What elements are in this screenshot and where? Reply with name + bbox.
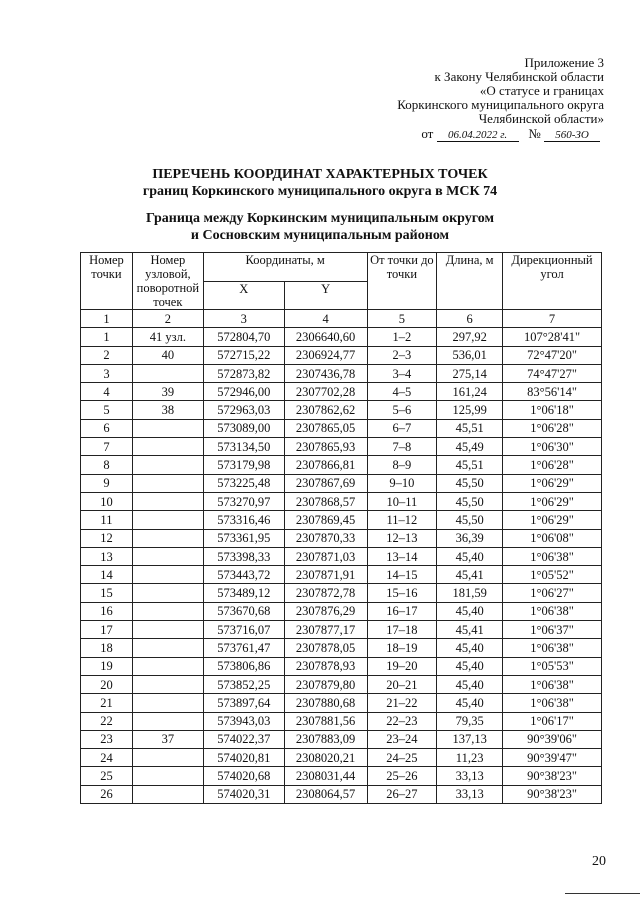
cell-node-number bbox=[132, 639, 203, 657]
table-row bbox=[81, 675, 602, 693]
cell-coord-x: 572963,03 bbox=[203, 401, 284, 419]
cell-coord-y: 2307862,62 bbox=[284, 401, 367, 419]
cell-direction-angle: 1°06'38" bbox=[503, 675, 602, 693]
cell-direction-angle: 1°06'08" bbox=[503, 529, 602, 547]
column-number: 6 bbox=[437, 310, 503, 328]
cell-coord-y: 2307871,03 bbox=[284, 547, 367, 565]
cell-direction-angle: 1°06'28" bbox=[503, 419, 602, 437]
cell-coord-x: 573225,48 bbox=[203, 474, 284, 492]
cell-coord-x: 573716,07 bbox=[203, 621, 284, 639]
table-row bbox=[81, 346, 602, 364]
column-number: 2 bbox=[132, 310, 203, 328]
cell-point-number: 24 bbox=[81, 749, 133, 767]
cell-length: 45,40 bbox=[437, 547, 503, 565]
cell-length: 161,24 bbox=[437, 383, 503, 401]
cell-coord-y: 2307877,17 bbox=[284, 621, 367, 639]
cell-direction-angle: 1°06'28" bbox=[503, 456, 602, 474]
table-row bbox=[81, 547, 602, 565]
cell-coord-x: 573852,25 bbox=[203, 675, 284, 693]
cell-coord-y: 2308064,57 bbox=[284, 785, 367, 803]
cell-point-number: 26 bbox=[81, 785, 133, 803]
cell-segment: 14–15 bbox=[367, 566, 437, 584]
cell-segment: 18–19 bbox=[367, 639, 437, 657]
cell-coord-y: 2306924,77 bbox=[284, 346, 367, 364]
cell-node-number bbox=[132, 712, 203, 730]
cell-segment: 25–26 bbox=[367, 767, 437, 785]
cell-node-number bbox=[132, 547, 203, 565]
cell-point-number: 1 bbox=[81, 328, 133, 346]
cell-coord-y: 2307869,45 bbox=[284, 511, 367, 529]
header-coordinates: Координаты, м bbox=[203, 253, 367, 282]
cell-coord-y: 2307865,05 bbox=[284, 419, 367, 437]
law-date: 06.04.2022 г. bbox=[437, 129, 519, 142]
header-node-number: Номер узловой, поворотной точек bbox=[132, 253, 203, 310]
cell-direction-angle: 1°06'38" bbox=[503, 602, 602, 620]
cell-coord-y: 2308031,44 bbox=[284, 767, 367, 785]
from-label: от bbox=[421, 126, 434, 141]
cell-node-number bbox=[132, 584, 203, 602]
cell-segment: 21–22 bbox=[367, 694, 437, 712]
cell-coord-x: 572804,70 bbox=[203, 328, 284, 346]
table-row bbox=[81, 749, 602, 767]
cell-direction-angle: 1°06'17" bbox=[503, 712, 602, 730]
table-row bbox=[81, 474, 602, 492]
cell-point-number: 5 bbox=[81, 401, 133, 419]
cell-point-number: 13 bbox=[81, 547, 133, 565]
cell-coord-x: 574022,37 bbox=[203, 730, 284, 748]
cell-node-number: 41 узл. bbox=[132, 328, 203, 346]
cell-node-number: 38 bbox=[132, 401, 203, 419]
cell-segment: 17–18 bbox=[367, 621, 437, 639]
cell-coord-y: 2307872,78 bbox=[284, 584, 367, 602]
cell-coord-y: 2307883,09 bbox=[284, 730, 367, 748]
cell-point-number: 23 bbox=[81, 730, 133, 748]
cell-point-number: 25 bbox=[81, 767, 133, 785]
cell-point-number: 7 bbox=[81, 438, 133, 456]
cell-point-number: 11 bbox=[81, 511, 133, 529]
cell-length: 297,92 bbox=[437, 328, 503, 346]
cell-node-number bbox=[132, 657, 203, 675]
appendix-line: Челябинской области» bbox=[478, 111, 604, 126]
cell-direction-angle: 90°39'06" bbox=[503, 730, 602, 748]
appendix-block bbox=[344, 56, 604, 126]
header-length: Длина, м bbox=[437, 253, 503, 310]
cell-node-number bbox=[132, 566, 203, 584]
cell-node-number bbox=[132, 785, 203, 803]
cell-point-number: 17 bbox=[81, 621, 133, 639]
cell-direction-angle: 90°38'23" bbox=[503, 785, 602, 803]
cell-length: 275,14 bbox=[437, 364, 503, 382]
column-number: 1 bbox=[81, 310, 133, 328]
cell-segment: 3–4 bbox=[367, 364, 437, 382]
cell-coord-y: 2307866,81 bbox=[284, 456, 367, 474]
cell-length: 45,41 bbox=[437, 621, 503, 639]
cell-length: 45,50 bbox=[437, 474, 503, 492]
table-row bbox=[81, 438, 602, 456]
cell-segment: 16–17 bbox=[367, 602, 437, 620]
cell-length: 137,13 bbox=[437, 730, 503, 748]
table-body bbox=[81, 328, 602, 804]
cell-segment: 22–23 bbox=[367, 712, 437, 730]
page-edge-line bbox=[565, 893, 640, 894]
appendix-line: Приложение 3 bbox=[524, 55, 604, 70]
cell-coord-x: 573270,97 bbox=[203, 492, 284, 510]
cell-node-number bbox=[132, 602, 203, 620]
cell-direction-angle: 1°06'18" bbox=[503, 401, 602, 419]
cell-coord-y: 2307865,93 bbox=[284, 438, 367, 456]
cell-coord-y: 2307867,69 bbox=[284, 474, 367, 492]
cell-segment: 12–13 bbox=[367, 529, 437, 547]
cell-segment: 10–11 bbox=[367, 492, 437, 510]
appendix-line: Коркинского муниципального округа bbox=[397, 97, 604, 112]
appendix-line: к Закону Челябинской области bbox=[434, 69, 604, 84]
cell-coord-x: 574020,68 bbox=[203, 767, 284, 785]
cell-length: 125,99 bbox=[437, 401, 503, 419]
cell-point-number: 10 bbox=[81, 492, 133, 510]
cell-point-number: 20 bbox=[81, 675, 133, 693]
cell-node-number bbox=[132, 511, 203, 529]
table-row bbox=[81, 328, 602, 346]
cell-direction-angle: 1°06'37" bbox=[503, 621, 602, 639]
cell-coord-y: 2307881,56 bbox=[284, 712, 367, 730]
cell-segment: 15–16 bbox=[367, 584, 437, 602]
table-row bbox=[81, 639, 602, 657]
cell-length: 45,40 bbox=[437, 639, 503, 657]
cell-node-number bbox=[132, 694, 203, 712]
cell-segment: 26–27 bbox=[367, 785, 437, 803]
table-row bbox=[81, 364, 602, 382]
cell-length: 33,13 bbox=[437, 767, 503, 785]
cell-segment: 4–5 bbox=[367, 383, 437, 401]
cell-length: 45,40 bbox=[437, 694, 503, 712]
title-line-2: границ Коркинского муниципального округа в МСК 74 bbox=[142, 184, 498, 199]
table-row bbox=[81, 456, 602, 474]
subtitle-line-2: и Сосновским муниципальным районом bbox=[190, 228, 450, 243]
header-angle: Дирекционный угол bbox=[503, 253, 602, 310]
table-row bbox=[81, 401, 602, 419]
cell-length: 45,41 bbox=[437, 566, 503, 584]
cell-segment: 7–8 bbox=[367, 438, 437, 456]
table-row bbox=[81, 785, 602, 803]
cell-node-number bbox=[132, 621, 203, 639]
cell-direction-angle: 1°05'53" bbox=[503, 657, 602, 675]
cell-length: 33,13 bbox=[437, 785, 503, 803]
cell-point-number: 18 bbox=[81, 639, 133, 657]
cell-coord-x: 573361,95 bbox=[203, 529, 284, 547]
cell-coord-y: 2307436,78 bbox=[284, 364, 367, 382]
date-number-line bbox=[421, 127, 600, 142]
cell-coord-x: 572946,00 bbox=[203, 383, 284, 401]
cell-direction-angle: 107°28'41" bbox=[503, 328, 602, 346]
cell-coord-x: 573761,47 bbox=[203, 639, 284, 657]
page-number: 20 bbox=[592, 854, 606, 869]
table-row bbox=[81, 767, 602, 785]
cell-direction-angle: 1°05'52" bbox=[503, 566, 602, 584]
cell-point-number: 16 bbox=[81, 602, 133, 620]
cell-coord-x: 573443,72 bbox=[203, 566, 284, 584]
cell-coord-x: 572715,22 bbox=[203, 346, 284, 364]
cell-coord-y: 2307702,28 bbox=[284, 383, 367, 401]
cell-node-number bbox=[132, 529, 203, 547]
cell-point-number: 3 bbox=[81, 364, 133, 382]
table-row bbox=[81, 602, 602, 620]
table-row bbox=[81, 529, 602, 547]
cell-segment: 11–12 bbox=[367, 511, 437, 529]
cell-point-number: 15 bbox=[81, 584, 133, 602]
cell-direction-angle: 90°39'47" bbox=[503, 749, 602, 767]
cell-direction-angle: 83°56'14" bbox=[503, 383, 602, 401]
table-row bbox=[81, 712, 602, 730]
cell-length: 45,50 bbox=[437, 492, 503, 510]
cell-node-number bbox=[132, 675, 203, 693]
cell-node-number bbox=[132, 364, 203, 382]
cell-length: 45,51 bbox=[437, 456, 503, 474]
cell-length: 181,59 bbox=[437, 584, 503, 602]
table-row bbox=[81, 621, 602, 639]
cell-length: 45,49 bbox=[437, 438, 503, 456]
cell-point-number: 12 bbox=[81, 529, 133, 547]
cell-point-number: 22 bbox=[81, 712, 133, 730]
cell-coord-x: 573179,98 bbox=[203, 456, 284, 474]
cell-segment: 20–21 bbox=[367, 675, 437, 693]
cell-coord-y: 2307871,91 bbox=[284, 566, 367, 584]
cell-length: 79,35 bbox=[437, 712, 503, 730]
cell-segment: 19–20 bbox=[367, 657, 437, 675]
header-y: Y bbox=[284, 281, 367, 310]
cell-coord-x: 573134,50 bbox=[203, 438, 284, 456]
table-row bbox=[81, 566, 602, 584]
column-number: 3 bbox=[203, 310, 284, 328]
cell-coord-x: 573897,64 bbox=[203, 694, 284, 712]
cell-coord-y: 2306640,60 bbox=[284, 328, 367, 346]
section-subtitle bbox=[0, 210, 640, 244]
cell-node-number bbox=[132, 492, 203, 510]
cell-point-number: 6 bbox=[81, 419, 133, 437]
cell-segment: 23–24 bbox=[367, 730, 437, 748]
cell-coord-y: 2307870,33 bbox=[284, 529, 367, 547]
cell-direction-angle: 1°06'30" bbox=[503, 438, 602, 456]
cell-coord-y: 2307879,80 bbox=[284, 675, 367, 693]
law-number: 560-ЗО bbox=[544, 129, 600, 142]
cell-length: 45,40 bbox=[437, 602, 503, 620]
table-row bbox=[81, 492, 602, 510]
column-number: 7 bbox=[503, 310, 602, 328]
cell-direction-angle: 1°06'29" bbox=[503, 492, 602, 510]
cell-coord-x: 574020,31 bbox=[203, 785, 284, 803]
cell-direction-angle: 1°06'38" bbox=[503, 694, 602, 712]
cell-length: 536,01 bbox=[437, 346, 503, 364]
cell-length: 45,40 bbox=[437, 657, 503, 675]
cell-coord-y: 2307876,29 bbox=[284, 602, 367, 620]
table-row bbox=[81, 383, 602, 401]
table-row bbox=[81, 694, 602, 712]
document-title bbox=[0, 166, 640, 200]
subtitle-line-1: Граница между Коркинским муниципальным округом bbox=[145, 211, 495, 226]
cell-coord-x: 573089,00 bbox=[203, 419, 284, 437]
cell-coord-y: 2307880,68 bbox=[284, 694, 367, 712]
column-number: 5 bbox=[367, 310, 437, 328]
cell-direction-angle: 72°47'20" bbox=[503, 346, 602, 364]
cell-segment: 24–25 bbox=[367, 749, 437, 767]
cell-node-number: 39 bbox=[132, 383, 203, 401]
cell-segment: 13–14 bbox=[367, 547, 437, 565]
coordinates-table bbox=[80, 252, 602, 804]
number-label: № bbox=[528, 126, 541, 141]
cell-coord-y: 2307868,57 bbox=[284, 492, 367, 510]
cell-node-number bbox=[132, 456, 203, 474]
cell-coord-x: 573316,46 bbox=[203, 511, 284, 529]
cell-coord-x: 573489,12 bbox=[203, 584, 284, 602]
cell-length: 45,51 bbox=[437, 419, 503, 437]
cell-coord-x: 573398,33 bbox=[203, 547, 284, 565]
cell-point-number: 19 bbox=[81, 657, 133, 675]
header-point-number: Номер точки bbox=[81, 253, 133, 310]
cell-length: 36,39 bbox=[437, 529, 503, 547]
table-row bbox=[81, 584, 602, 602]
cell-node-number: 40 bbox=[132, 346, 203, 364]
cell-node-number: 37 bbox=[132, 730, 203, 748]
cell-direction-angle: 90°38'23" bbox=[503, 767, 602, 785]
header-segment: От точки до точки bbox=[367, 253, 437, 310]
table-row bbox=[81, 511, 602, 529]
column-number: 4 bbox=[284, 310, 367, 328]
header-x: X bbox=[203, 281, 284, 310]
cell-point-number: 2 bbox=[81, 346, 133, 364]
cell-segment: 5–6 bbox=[367, 401, 437, 419]
cell-point-number: 21 bbox=[81, 694, 133, 712]
title-line-1: ПЕРЕЧЕНЬ КООРДИНАТ ХАРАКТЕРНЫХ ТОЧЕК bbox=[152, 167, 488, 182]
cell-direction-angle: 1°06'29" bbox=[503, 511, 602, 529]
cell-segment: 9–10 bbox=[367, 474, 437, 492]
table-row bbox=[81, 419, 602, 437]
cell-node-number bbox=[132, 438, 203, 456]
cell-node-number bbox=[132, 767, 203, 785]
cell-coord-y: 2307878,05 bbox=[284, 639, 367, 657]
cell-point-number: 14 bbox=[81, 566, 133, 584]
cell-coord-x: 572873,82 bbox=[203, 364, 284, 382]
cell-direction-angle: 1°06'29" bbox=[503, 474, 602, 492]
cell-length: 45,40 bbox=[437, 675, 503, 693]
table-row bbox=[81, 730, 602, 748]
cell-length: 45,50 bbox=[437, 511, 503, 529]
cell-segment: 8–9 bbox=[367, 456, 437, 474]
cell-direction-angle: 1°06'38" bbox=[503, 639, 602, 657]
cell-segment: 6–7 bbox=[367, 419, 437, 437]
cell-direction-angle: 1°06'38" bbox=[503, 547, 602, 565]
cell-segment: 1–2 bbox=[367, 328, 437, 346]
cell-coord-x: 573943,03 bbox=[203, 712, 284, 730]
cell-point-number: 9 bbox=[81, 474, 133, 492]
cell-point-number: 4 bbox=[81, 383, 133, 401]
cell-length: 11,23 bbox=[437, 749, 503, 767]
cell-direction-angle: 1°06'27" bbox=[503, 584, 602, 602]
table-row bbox=[81, 657, 602, 675]
cell-coord-y: 2307878,93 bbox=[284, 657, 367, 675]
cell-direction-angle: 74°47'27" bbox=[503, 364, 602, 382]
appendix-line: «О статусе и границах bbox=[479, 83, 604, 98]
cell-coord-x: 573670,68 bbox=[203, 602, 284, 620]
cell-point-number: 8 bbox=[81, 456, 133, 474]
cell-node-number bbox=[132, 419, 203, 437]
cell-node-number bbox=[132, 749, 203, 767]
cell-coord-x: 574020,81 bbox=[203, 749, 284, 767]
cell-segment: 2–3 bbox=[367, 346, 437, 364]
cell-coord-x: 573806,86 bbox=[203, 657, 284, 675]
cell-node-number bbox=[132, 474, 203, 492]
cell-coord-y: 2308020,21 bbox=[284, 749, 367, 767]
